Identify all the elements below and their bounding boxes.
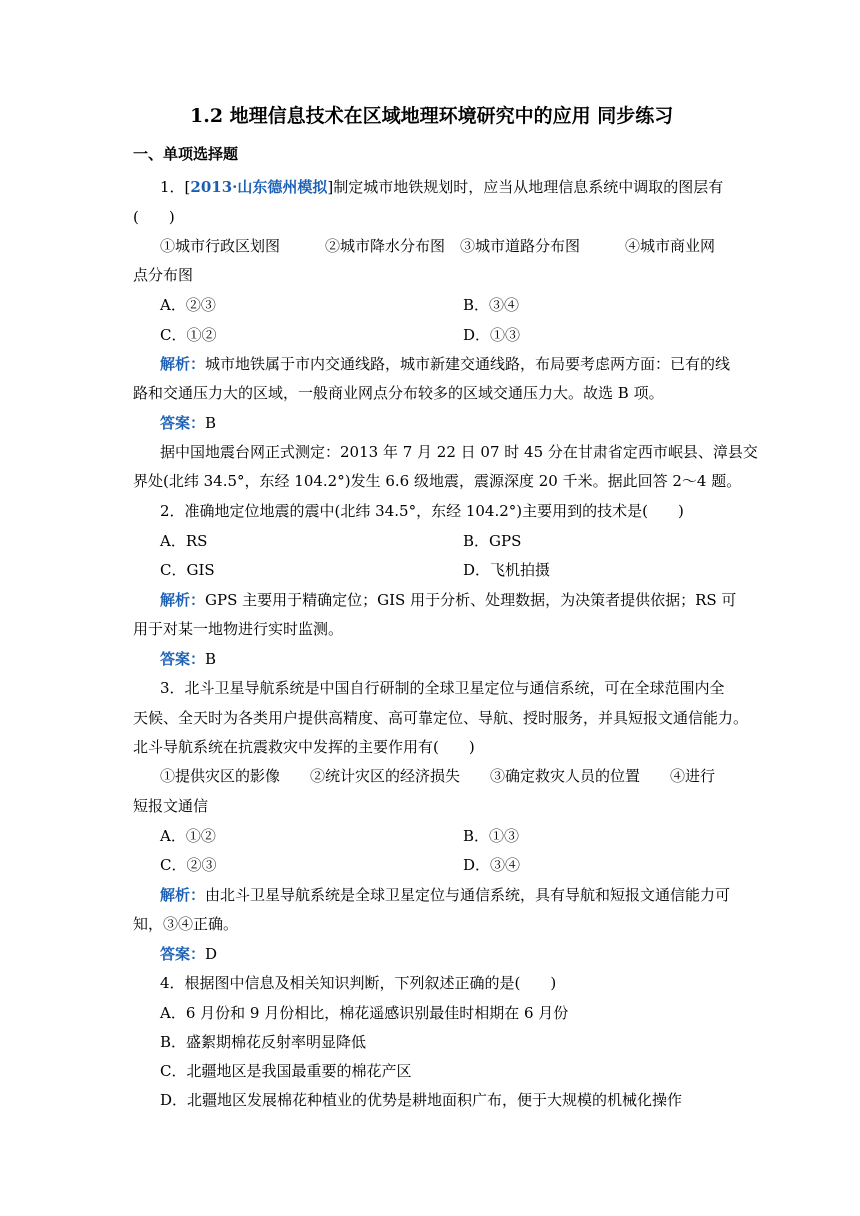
q1-items-line2: 点分布图 <box>133 266 194 284</box>
q3-option-a: A．①② <box>160 827 216 845</box>
q3-answer-label: 答案： <box>160 945 206 963</box>
q3-answer <box>160 944 217 964</box>
q1-analysis-line2: 路和交通压力大的区域，一般商业网点分布较多的区域交通压力大。故选 B 项。 <box>133 384 664 402</box>
q1-answer-label: 答案： <box>160 414 206 432</box>
q2-option-b: B．GPS <box>463 532 522 550</box>
q3-analysis-text: 由北斗卫星导航系统是全球卫星定位与通信系统，具有导航和短报文通信能力可 <box>205 886 731 904</box>
q1-answer-value: B <box>205 414 217 432</box>
q1-analysis-line1 <box>160 354 730 374</box>
q1-option-c: C．①② <box>160 326 217 344</box>
intro-line2: 界处(北纬 34.5°，东经 104.2°)发生 6.6 级地震，震源深度 20 千米。据此回答 2～4 题。 <box>133 472 742 490</box>
q3-analysis-line2: 知，③④正确。 <box>133 915 239 933</box>
q4-option-b: B．盛絮期棉花反射率明显降低 <box>160 1033 367 1051</box>
q2-analysis-text: GPS 主要用于精确定位；GIS 用于分析、处理数据，为决策者提供依据；RS 可 <box>205 591 737 609</box>
q4-option-c: C．北疆地区是我国最重要的棉花产区 <box>160 1062 412 1080</box>
q3-items-line2: 短报文通信 <box>133 797 209 815</box>
q2-stem: 2．准确地定位地震的震中(北纬 34.5°，东经 104.2°)主要用到的技术是( ) <box>160 502 684 520</box>
section-heading: 一、单项选择题 <box>133 145 239 163</box>
q1-analysis-text: 城市地铁属于市内交通线路，城市新建交通线路，布局要考虑两方面：已有的线 <box>205 355 731 373</box>
q3-answer-value: D <box>205 945 218 963</box>
q1-analysis-label: 解析： <box>160 355 206 373</box>
q1-option-a: A．②③ <box>160 296 216 314</box>
q2-answer-value: B <box>205 650 217 668</box>
q3-option-d: D．③④ <box>463 856 521 874</box>
q2-answer-label: 答案： <box>160 650 206 668</box>
q2-answer <box>160 649 216 669</box>
q3-stem-line3: 北斗导航系统在抗震救灾中发挥的主要作用有( ) <box>133 738 475 756</box>
q1-source: 2013·山东德州模拟 <box>190 178 328 196</box>
q3-items-line1: ①提供灾区的影像 ②统计灾区的经济损失 ③确定救灾人员的位置 ④进行 <box>160 767 716 785</box>
q4-stem: 4．根据图中信息及相关知识判断，下列叙述正确的是( ) <box>160 974 557 992</box>
q2-option-a: A．RS <box>160 532 208 550</box>
q3-analysis-label: 解析： <box>160 886 206 904</box>
q1-option-d: D．①③ <box>463 326 521 344</box>
q2-option-c: C．GIS <box>160 561 215 579</box>
page-title: 1.2 地理信息技术在区域地理环境研究中的应用 同步练习 <box>190 105 674 127</box>
q1-stem <box>160 177 723 197</box>
q3-analysis-line1 <box>160 885 730 905</box>
q3-stem-line1: 3．北斗卫星导航系统是中国自行研制的全球卫星定位与通信系统，可在全球范围内全 <box>160 679 725 697</box>
q1-answer <box>160 413 216 433</box>
q2-option-d: D．飞机拍摄 <box>463 561 551 579</box>
q3-option-c: C．②③ <box>160 856 217 874</box>
q1-paren: ( ) <box>133 208 175 226</box>
q2-analysis-label: 解析： <box>160 591 206 609</box>
q4-option-a: A．6 月份和 9 月份相比，棉花遥感识别最佳时相期在 6 月份 <box>160 1004 569 1022</box>
intro-line1: 据中国地震台网正式测定：2013 年 7 月 22 日 07 时 45 分在甘肃省定西市岷县、漳县交 <box>160 443 758 461</box>
q2-analysis-line2: 用于对某一地物进行实时监测。 <box>133 620 344 638</box>
q2-analysis-line1 <box>160 590 736 610</box>
q4-option-d: D．北疆地区发展棉花种植业的优势是耕地面积广布，便于大规模的机械化操作 <box>160 1091 683 1109</box>
q1-number: 1．[ <box>160 178 191 196</box>
q1-option-b: B．③④ <box>463 296 520 314</box>
q3-option-b: B．①③ <box>463 827 520 845</box>
q1-items-line1: ①城市行政区划图 ②城市降水分布图 ③城市道路分布图 ④城市商业网 <box>160 237 716 255</box>
q1-stem-text: ]制定城市地铁规划时，应当从地理信息系统中调取的图层有 <box>327 178 724 196</box>
q3-stem-line2: 天候、全天时为各类用户提供高精度、高可靠定位、导航、授时服务，并具短报文通信能力。 <box>133 709 749 727</box>
